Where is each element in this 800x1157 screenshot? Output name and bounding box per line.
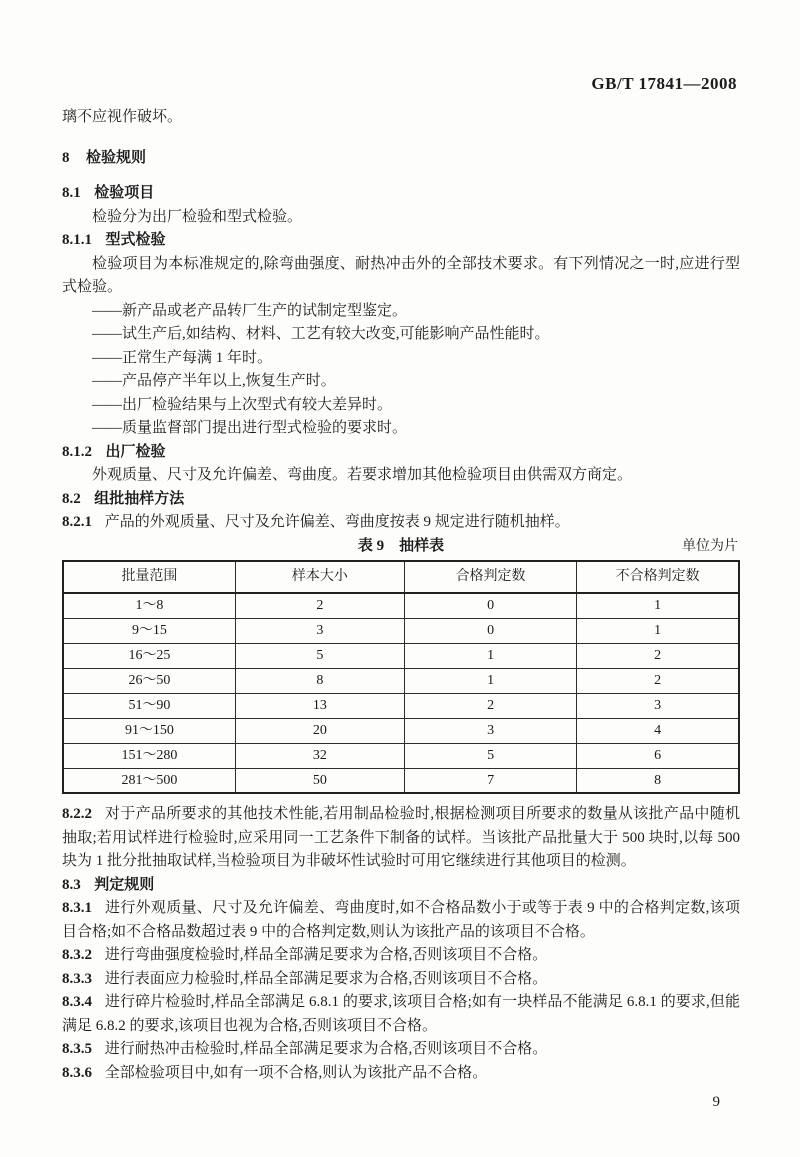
heading-text: 检验项目 — [94, 185, 155, 201]
table-cell: 2 — [577, 668, 739, 693]
table-cell: 3 — [404, 718, 576, 743]
table-cell: 9～15 — [63, 618, 235, 643]
table-cell: 2 — [577, 643, 739, 668]
paragraph: 检验分为出厂检验和型式检验。 — [92, 208, 303, 225]
table-cell: 5 — [235, 643, 404, 668]
column-header: 批量范围 — [63, 561, 235, 593]
table-head — [63, 561, 739, 593]
heading-number: 8 — [62, 149, 70, 166]
heading-text: 组批抽样方法 — [94, 490, 185, 507]
heading-text: 判定规则 — [94, 876, 155, 893]
table-body — [63, 593, 739, 793]
paragraph: 外观质量、尺寸及允许偏差、弯曲度。若要求增加其他检验项目由供需双方商定。 — [92, 467, 633, 483]
column-header: 样本大小 — [235, 561, 404, 593]
clause-number: 8.3.4 — [62, 994, 92, 1010]
table-cell: 26～50 — [63, 668, 235, 693]
table-unit-note: 单位为片 — [682, 538, 738, 554]
table-cell: 16～25 — [63, 643, 235, 668]
table-cell: 1 — [404, 668, 576, 693]
table-cell: 3 — [235, 618, 404, 643]
column-header: 不合格判定数 — [577, 561, 739, 593]
section-heading — [62, 441, 740, 465]
clause-number: 8.2.2 — [62, 806, 92, 822]
table-row — [63, 668, 739, 693]
table-cell: 7 — [404, 768, 576, 793]
dash-list-item: ——质量监督部门提出进行型式检验的要求时。 — [92, 420, 408, 436]
clause-number: 8.3.6 — [62, 1064, 92, 1081]
standard-number-header: GB/T 17841—2008 — [591, 74, 737, 93]
table-cell: 50 — [235, 768, 404, 793]
table-caption: 表 9 抽样表 — [357, 537, 445, 554]
heading-number: 8.1.2 — [62, 443, 92, 460]
clause-paragraph: 8.2.1 产品的外观质量、尺寸及允许偏差、弯曲度按表 9 规定进行随机抽样。 — [62, 514, 570, 530]
clause-number: 8.3.1 — [62, 900, 92, 916]
table-cell: 2 — [235, 593, 404, 618]
clause-paragraph: 8.2.2 对于产品所要求的其他技术性能,若用制品检验时,根据检测项目所要求的数量从该批产品中随机抽取;若用试样进行检验时,应采用同一工艺条件下制备的试样。当该批产品批量大于 500 块时,以每 500 块为 1 批分批抽取试样,当检验项目为非破坏性试验时可用它继续进行其他项目的检测。 — [62, 806, 740, 869]
paragraph-continuation: 璃不应视作破坏。 — [62, 109, 183, 125]
table-cell: 20 — [235, 718, 404, 743]
section-heading — [62, 229, 740, 253]
table-cell: 2 — [404, 693, 576, 718]
table-cell: 151～280 — [63, 743, 235, 768]
table-cell: 1 — [577, 593, 739, 618]
table-row — [63, 743, 739, 768]
table-cell: 8 — [235, 668, 404, 693]
table-cell: 8 — [577, 768, 739, 793]
heading-text: 型式检验 — [105, 232, 166, 248]
heading-text: 检验规则 — [86, 149, 147, 166]
table-row — [63, 618, 739, 643]
section-heading — [62, 488, 740, 512]
section-heading — [62, 874, 740, 898]
clause-number: 8.3.3 — [62, 970, 92, 987]
heading-number: 8.1 — [62, 185, 81, 201]
table-row — [63, 718, 739, 743]
table-row — [63, 593, 739, 618]
clause-number: 8.3.5 — [62, 1041, 92, 1057]
table-cell: 1～8 — [63, 593, 235, 618]
table-header-row — [63, 561, 739, 593]
table-row — [63, 643, 739, 668]
clause-paragraph: 8.3.4 进行碎片检验时,样品全部满足 6.8.1 的要求,该项目合格;如有一块样品不能满足 6.8.1 的要求,但能满足 6.8.2 的要求,该项目也视为合格,否则该项目不合格。 — [62, 994, 740, 1034]
clause-paragraph: 8.3.6 全部检验项目中,如有一项不合格,则认为该批产品不合格。 — [62, 1064, 488, 1081]
clause-paragraph: 8.3.1 进行外观质量、尺寸及允许偏差、弯曲度时,如不合格品数小于或等于表 9 中的合格判定数,该项目合格;如不合格品数超过表 9 中的合格判定数,则认为该批产品的该项目不合格。 — [62, 900, 740, 940]
heading-number: 8.2 — [62, 490, 81, 507]
document-content — [62, 106, 740, 1085]
table-cell: 13 — [235, 693, 404, 718]
sampling-table — [62, 560, 740, 794]
table-cell: 1 — [404, 643, 576, 668]
table-cell: 281～500 — [63, 768, 235, 793]
clause-number: 8.3.2 — [62, 947, 92, 963]
table-cell: 5 — [404, 743, 576, 768]
dash-list-item: ——产品停产半年以上,恢复生产时。 — [92, 373, 336, 389]
table-cell: 1 — [577, 618, 739, 643]
table-caption-row — [62, 535, 740, 559]
section-heading — [62, 182, 740, 206]
heading-text: 出厂检验 — [105, 443, 166, 460]
table-row — [63, 768, 739, 793]
table-cell: 32 — [235, 743, 404, 768]
clause-paragraph: 8.3.5 进行耐热冲击检验时,样品全部满足要求为合格,否则该项目不合格。 — [62, 1041, 548, 1057]
table-cell: 51～90 — [63, 693, 235, 718]
heading-number: 8.3 — [62, 876, 81, 893]
table-cell: 0 — [404, 618, 576, 643]
chapter-heading — [62, 147, 740, 171]
clause-paragraph: 8.3.2 进行弯曲强度检验时,样品全部满足要求为合格,否则该项目不合格。 — [62, 947, 548, 963]
sampling-table-block — [62, 535, 740, 795]
dash-list-item: ——试生产后,如结构、材料、工艺有较大改变,可能影响产品性能时。 — [92, 326, 550, 342]
clause-paragraph: 8.3.3 进行表面应力检验时,样品全部满足要求为合格,否则该项目不合格。 — [62, 970, 548, 987]
paragraph: 检验项目为本标准规定的,除弯曲强度、耐热冲击外的全部技术要求。有下列情况之一时,应进行型式检验。 — [62, 255, 740, 295]
table-cell: 6 — [577, 743, 739, 768]
table-cell: 0 — [404, 593, 576, 618]
table-row — [63, 693, 739, 718]
heading-number: 8.1.1 — [62, 232, 92, 248]
table-cell: 3 — [577, 693, 739, 718]
page-number: 9 — [712, 1094, 720, 1110]
dash-list-item: ——出厂检验结果与上次型式有较大差异时。 — [92, 396, 393, 413]
table-cell: 4 — [577, 718, 739, 743]
dash-list-item: ——正常生产每满 1 年时。 — [92, 349, 273, 366]
dash-list-item: ——新产品或老产品转厂生产的试制定型鉴定。 — [92, 302, 408, 319]
column-header: 合格判定数 — [404, 561, 576, 593]
table-cell: 91～150 — [63, 718, 235, 743]
clause-number: 8.2.1 — [62, 514, 92, 530]
